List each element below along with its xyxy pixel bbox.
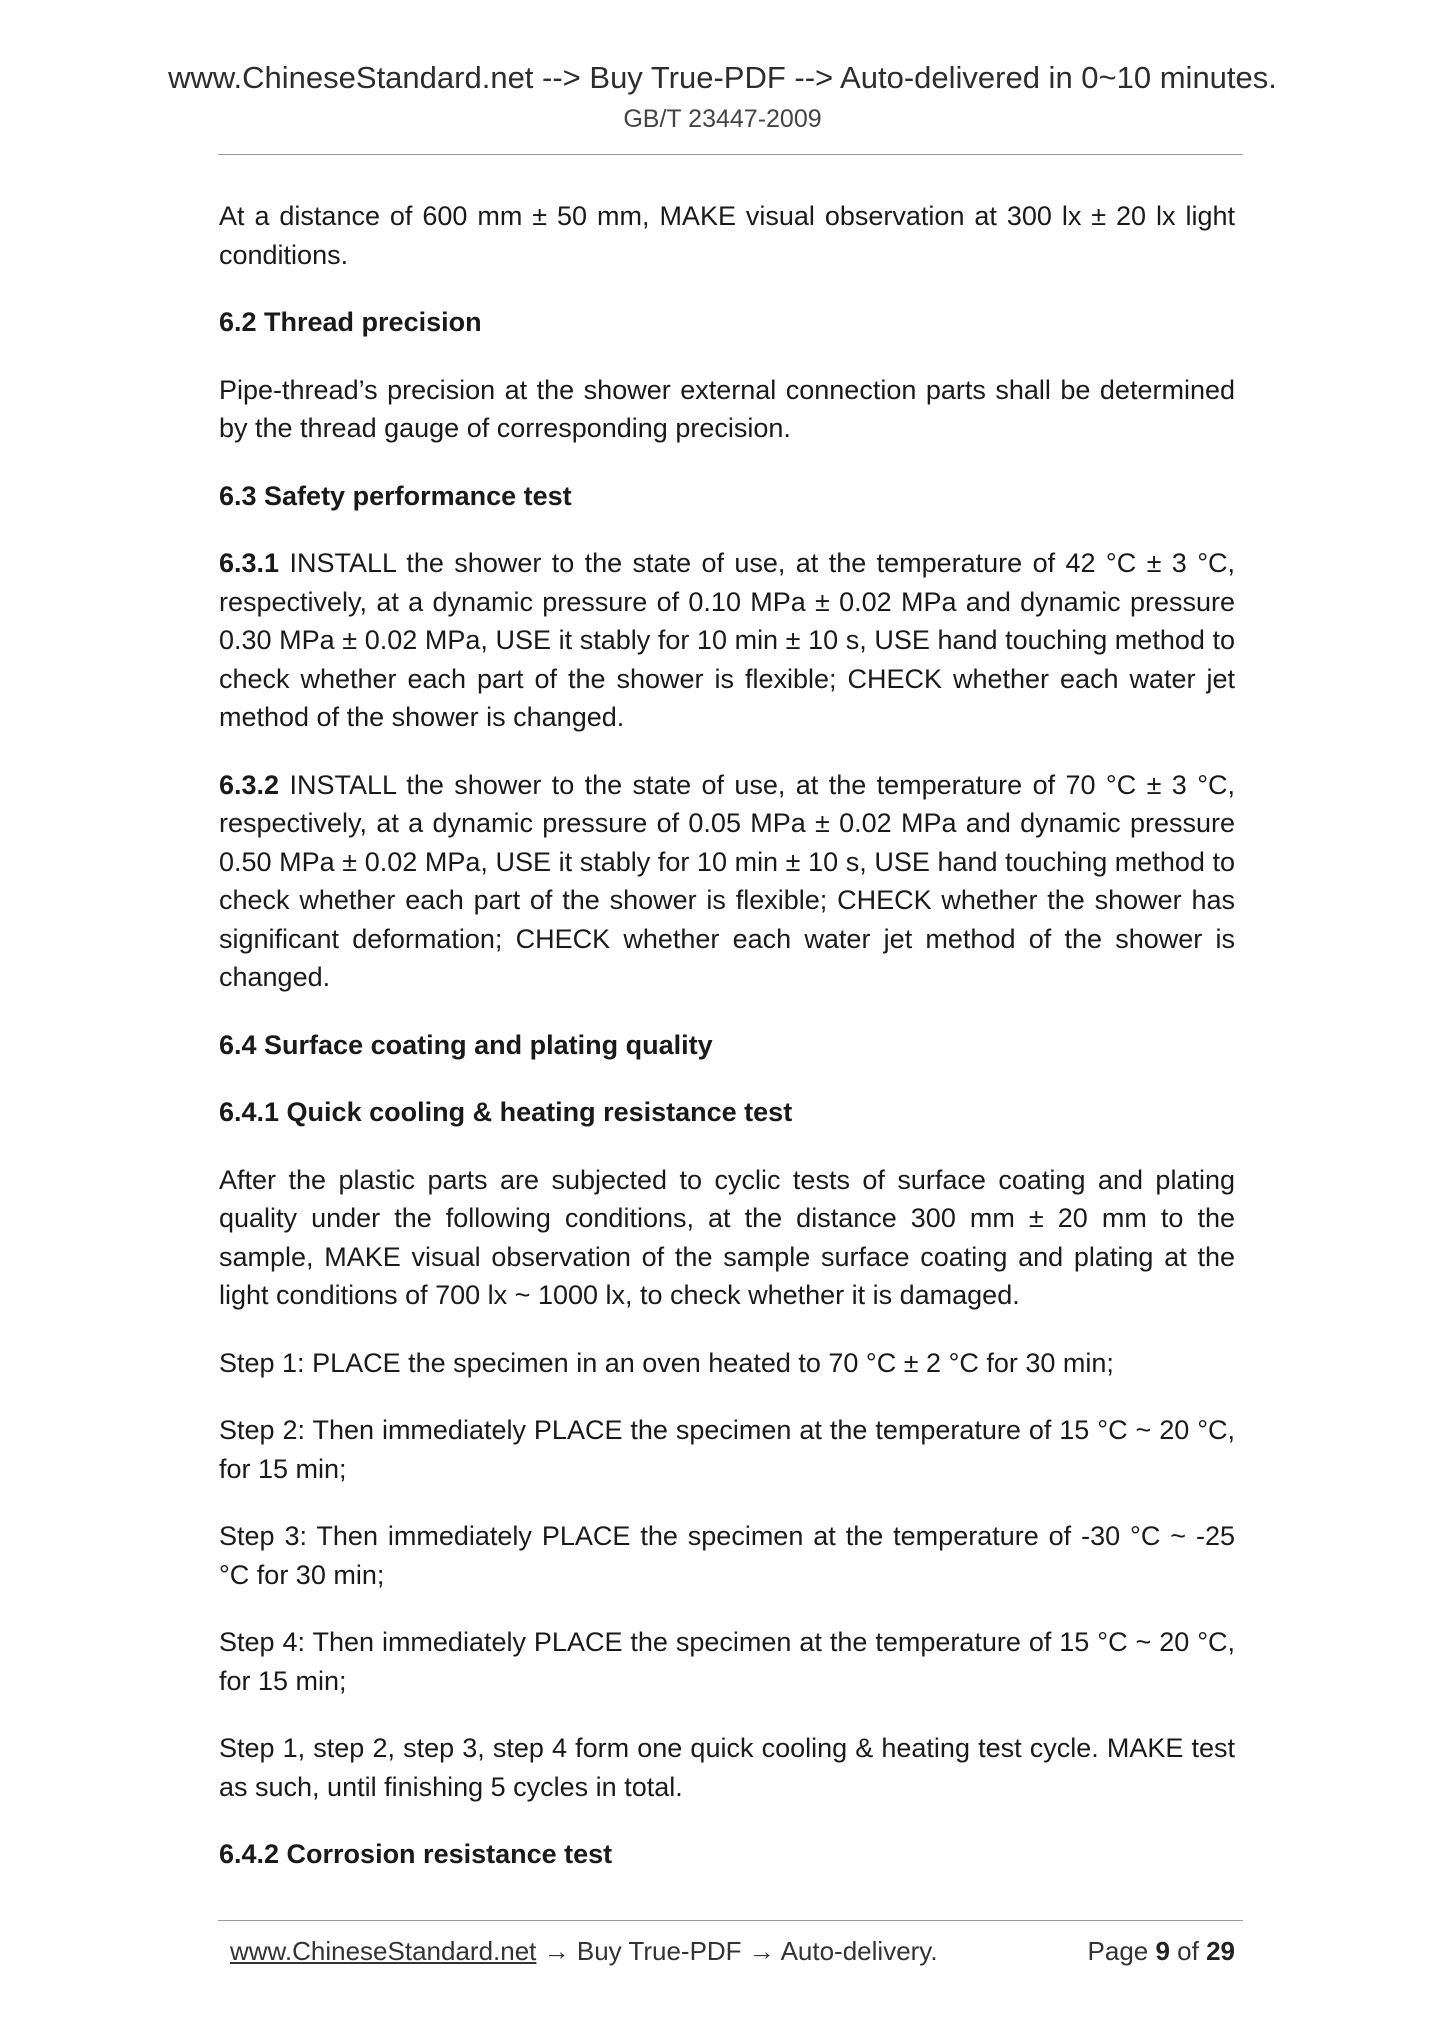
heading-6-3: 6.3 Safety performance test: [219, 480, 572, 511]
clause-number-6-3-2: 6.3.2: [219, 769, 280, 800]
footer-divider: [218, 1920, 1243, 1921]
step-4: Step 4: Then immediately PLACE the specimen at the temperature of 15 °C ~ 20 °C, for 15 min;: [219, 1627, 1235, 1696]
header-divider: [218, 154, 1243, 155]
heading-6-4-2: 6.4.2 Corrosion resistance test: [219, 1839, 613, 1869]
page-number: 9: [1155, 1936, 1170, 1966]
clause-text-6-3-2: INSTALL the shower to the state of use, at the temperature of 70 °C ± 3 °C, respectively, at a dynamic pressure of 0.05 MPa ± 0.02 MPa and dynamic pressure 0.50 MPa ± 0.02 MPa, USE it stably for 10 min ± 10 s, USE hand touching method to check whether each part of the shower is flexible; CHECK whether the shower has significant deformation; CHECK whether each water jet method of the shower is changed.: [219, 769, 1235, 992]
paragraph-cycle: Step 1, step 2, step 3, step 4 form one quick cooling & heating test cycle. MAKE test as such, until finishing 5 cycles in total.: [219, 1733, 1235, 1802]
footer-website-link[interactable]: www.ChineseStandard.net: [230, 1936, 537, 1966]
paragraph-6-3-2: [219, 766, 1235, 997]
page-label: Page: [1087, 1936, 1156, 1966]
page-total: 29: [1206, 1936, 1235, 1966]
step-2: Step 2: Then immediately PLACE the specimen at the temperature of 15 °C ~ 20 °C, for 15 min;: [219, 1415, 1235, 1484]
paragraph-intro: At a distance of 600 mm ± 50 mm, MAKE visual observation at 300 lx ± 20 lx light conditions.: [219, 201, 1235, 270]
header-title: www.ChineseStandard.net --> Buy True-PDF --> Auto-delivered in 0~10 minutes.: [168, 60, 1277, 95]
step-3: Step 3: Then immediately PLACE the specimen at the temperature of -30 °C ~ -25 °C for 30 min;: [219, 1521, 1235, 1590]
standard-code: GB/T 23447-2009: [623, 105, 822, 133]
of-label: of: [1169, 1936, 1207, 1966]
paragraph-6-4-1: After the plastic parts are subjected to cyclic tests of surface coating and plating quality under the following conditions, at the distance 300 mm ± 20 mm to the sample, MAKE visual observation of the sample surface coating and plating at the light conditions of 700 lx ~ 1000 lx, to check whether it is damaged.: [219, 1164, 1235, 1310]
page-header: [0, 58, 1445, 136]
footer-promo: [230, 1934, 938, 1968]
document-body: [219, 197, 1235, 1903]
paragraph-6-2: Pipe-thread’s precision at the shower external connection parts shall be determined by the thread gauge of corresponding precision.: [219, 374, 1235, 443]
clause-text-6-3-1: INSTALL the shower to the state of use, at the temperature of 42 °C ± 3 °C, respectively, at a dynamic pressure of 0.10 MPa ± 0.02 MPa and dynamic pressure 0.30 MPa ± 0.02 MPa, USE it stably for 10 min ± 10 s, USE hand touching method to check whether each part of the shower is flexible; CHECK whether each water jet method of the shower is changed.: [219, 548, 1235, 732]
paragraph-6-3-1: [219, 544, 1235, 737]
page-indicator: [1088, 1934, 1235, 1968]
heading-6-4-1: 6.4.1 Quick cooling & heating resistance test: [219, 1097, 793, 1127]
step-1: Step 1: PLACE the specimen in an oven heated to 70 °C ± 2 °C for 30 min;: [219, 1347, 1114, 1378]
heading-6-2: 6.2 Thread precision: [219, 307, 482, 337]
heading-6-4: 6.4 Surface coating and plating quality: [219, 1029, 713, 1060]
footer-promo-text: → Buy True-PDF → Auto-delivery.: [536, 1936, 938, 1966]
clause-number-6-3-1: 6.3.1: [219, 548, 280, 578]
